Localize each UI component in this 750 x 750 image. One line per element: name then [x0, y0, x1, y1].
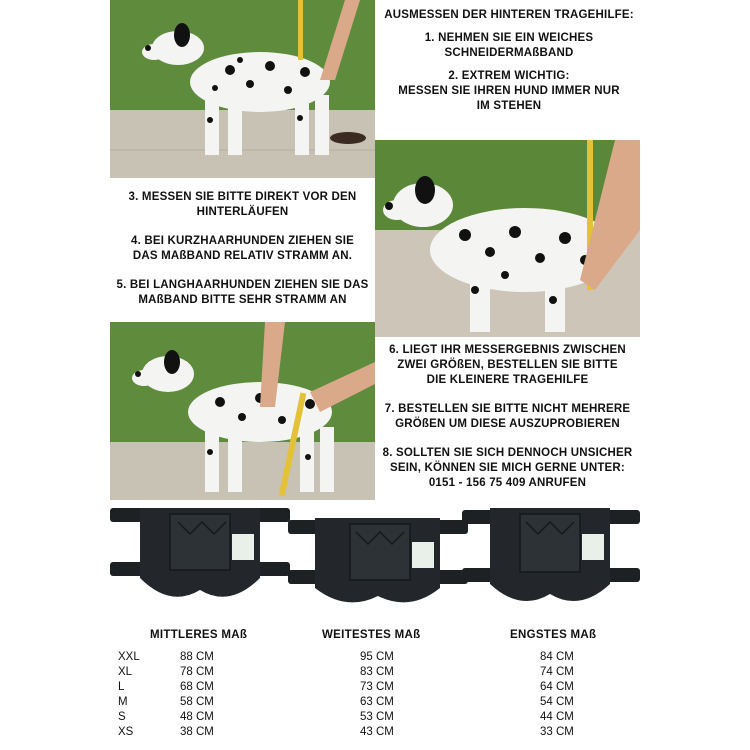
- widest-values: [360, 650, 394, 740]
- widest-xl: 83 CM: [360, 666, 394, 678]
- middle-m: 58 CM: [180, 696, 214, 708]
- step-1: 1. NEHMEN SIE EIN WEICHES SCHNEIDERMAßBAND: [424, 32, 594, 59]
- size-xxl: XXL: [118, 651, 140, 663]
- size-l: L: [118, 681, 125, 693]
- photo-dog-measuring-hind: [110, 322, 375, 500]
- middle-xs: 38 CM: [180, 726, 214, 738]
- middle-s: 48 CM: [180, 711, 214, 723]
- widest-xs: 43 CM: [360, 726, 394, 738]
- middle-xl: 78 CM: [180, 666, 214, 678]
- narrowest-m: 54 CM: [540, 696, 574, 708]
- step-4: 4. BEI KURZHAARHUNDEN ZIEHEN SIE DAS MAßBAND RELATIV STRAMM AN.: [130, 235, 354, 262]
- photo-dog-measuring-standing: [110, 0, 375, 178]
- narrowest-values: [540, 650, 574, 740]
- step-7: 7. BESTELLEN SIE BITTE NICHT MEHRERE GRÖßEN UM DIESE AUSZUPROBIEREN: [384, 403, 631, 430]
- size-xl: XL: [118, 666, 133, 678]
- size-xs: XS: [118, 726, 134, 738]
- step-8: 8. SOLLTEN SIE SICH DENNOCH UNSICHER SEIN, KÖNNEN SIE MICH GERNE UNTER: 0151 - 156 75 409 ANRUFEN: [382, 447, 633, 489]
- header-narrowest: ENGSTES MAß: [510, 629, 597, 641]
- header-middle: MITTLERES MAß: [150, 629, 248, 641]
- dog-illustration-2: [375, 140, 640, 337]
- harness-2: [288, 518, 468, 602]
- measuring-instructions: [110, 190, 375, 316]
- middle-values: [180, 650, 214, 740]
- harness-1: [110, 508, 290, 597]
- narrowest-xl: 74 CM: [540, 666, 574, 678]
- narrowest-xs: 33 CM: [540, 726, 574, 738]
- size-labels: [118, 650, 140, 740]
- size-table: [110, 628, 640, 746]
- step-3: 3. MESSEN SIE BITTE DIREKT VOR DEN HINTERLÄUFEN: [128, 191, 357, 218]
- widest-xxl: 95 CM: [360, 651, 394, 663]
- step-6: 6. LIEGT IHR MESSERGEBNIS ZWISCHEN ZWEI GRÖßEN, BESTELLEN SIE BITTE DIE KLEINERE TRAGEHILFE: [389, 344, 626, 386]
- widest-s: 53 CM: [360, 711, 394, 723]
- middle-l: 68 CM: [180, 681, 214, 693]
- widest-l: 73 CM: [360, 681, 394, 693]
- narrowest-s: 44 CM: [540, 711, 574, 723]
- size-m: M: [118, 696, 128, 708]
- widest-m: 63 CM: [360, 696, 394, 708]
- narrowest-xxl: 84 CM: [540, 651, 574, 663]
- size-s: S: [118, 711, 126, 723]
- harness-illustration: [110, 500, 640, 618]
- narrowest-l: 64 CM: [540, 681, 574, 693]
- ordering-instructions: [375, 343, 640, 499]
- intro-title: AUSMESSEN DER HINTEREN TRAGEHILFE:: [384, 9, 634, 21]
- step-2: 2. EXTREM WICHTIG: MESSEN SIE IHREN HUND IMMER NUR IM STEHEN: [398, 70, 620, 112]
- header-widest: WEITESTES MAß: [322, 629, 421, 641]
- step-5: 5. BEI LANGHAARHUNDEN ZIEHEN SIE DAS MAßBAND BITTE SEHR STRAMM AN: [116, 279, 369, 306]
- dog-illustration-3: [110, 322, 375, 500]
- harness-3: [462, 508, 640, 601]
- photo-dog-measuring-closeup: [375, 140, 640, 337]
- intro-instructions: [378, 8, 640, 122]
- dog-illustration-1: [110, 0, 375, 178]
- middle-xxl: 88 CM: [180, 651, 214, 663]
- photo-harness-strip: [110, 500, 640, 618]
